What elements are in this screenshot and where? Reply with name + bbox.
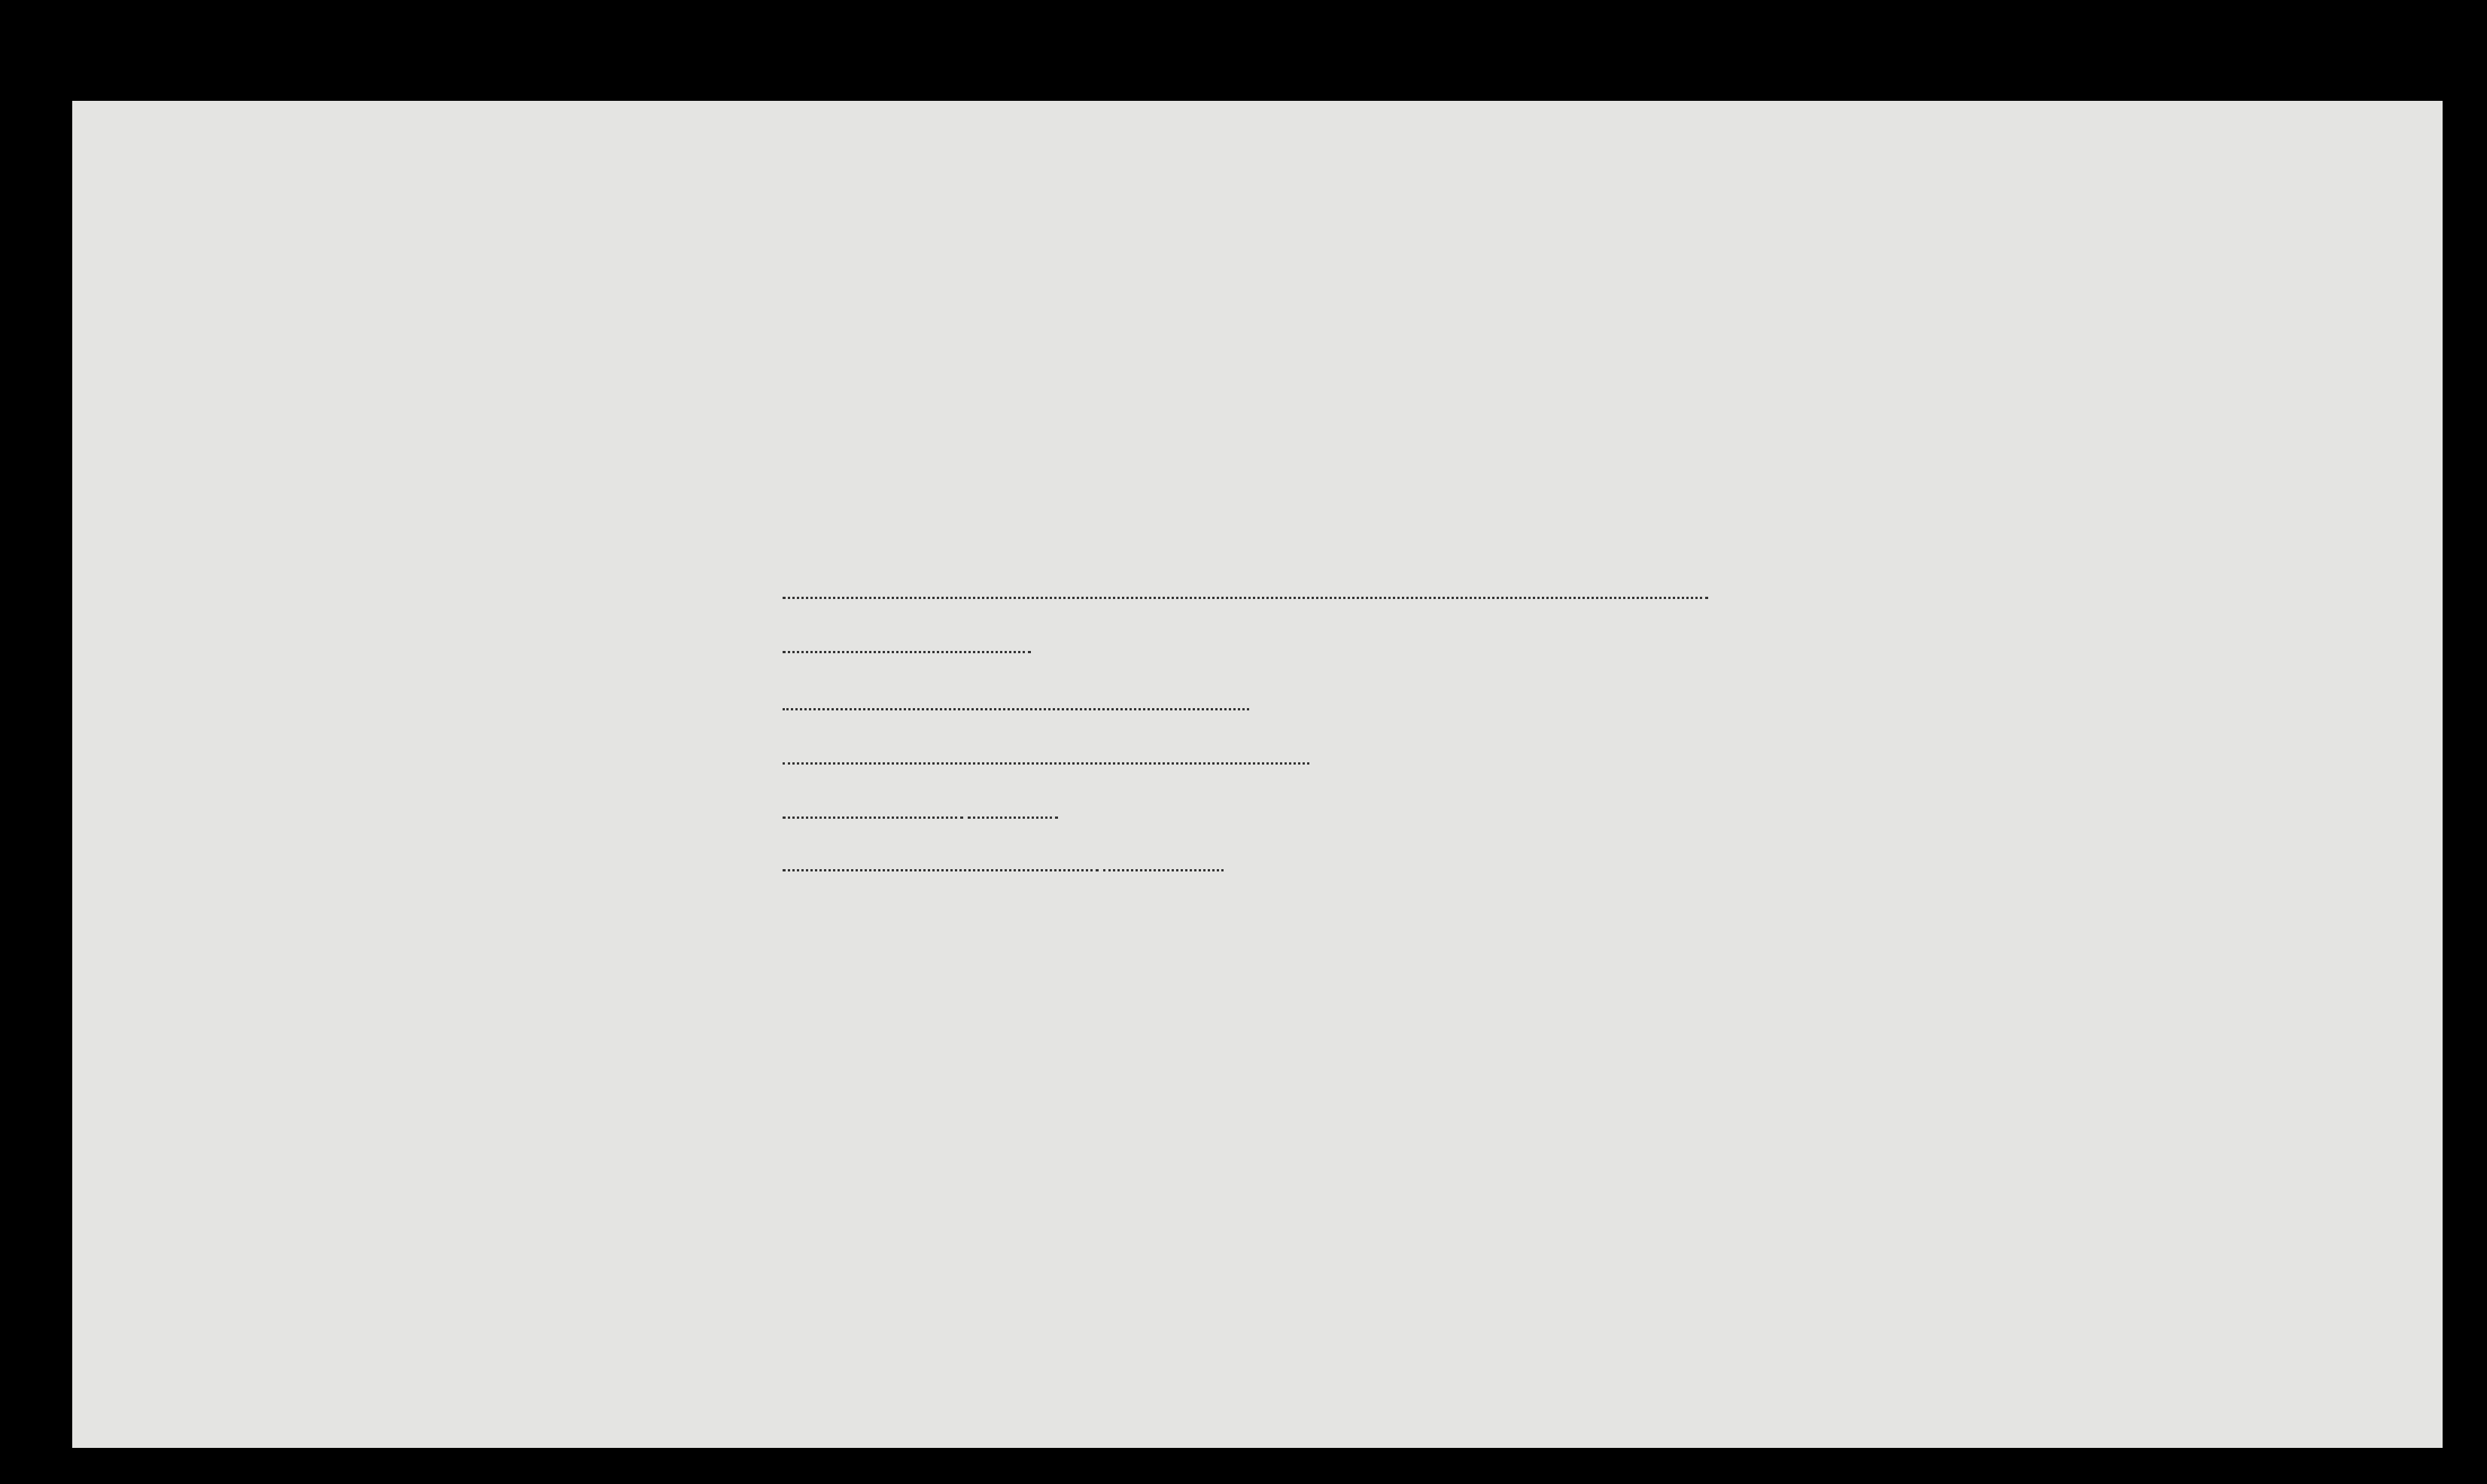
question-land-type: [783, 692, 1249, 716]
census-card: [72, 101, 2443, 1448]
answer-line-land-type[interactable]: [783, 696, 1249, 710]
answer-line-owner[interactable]: [783, 585, 1708, 599]
question-market: [783, 853, 1224, 877]
answer-line-market[interactable]: [783, 857, 1099, 871]
question-owner-line2: [783, 581, 1708, 604]
question-other-land: [783, 635, 1031, 658]
form-grid: [72, 101, 2443, 1448]
answer-line-village[interactable]: [783, 804, 963, 819]
answer-line-farming[interactable]: [783, 750, 1309, 765]
answer-line-other-land[interactable]: [783, 639, 1031, 653]
answer-line-village-distance[interactable]: [968, 804, 1058, 819]
question-farming: [783, 747, 1309, 770]
answer-line-market-distance[interactable]: [1103, 857, 1224, 871]
question-village: [783, 801, 1058, 824]
